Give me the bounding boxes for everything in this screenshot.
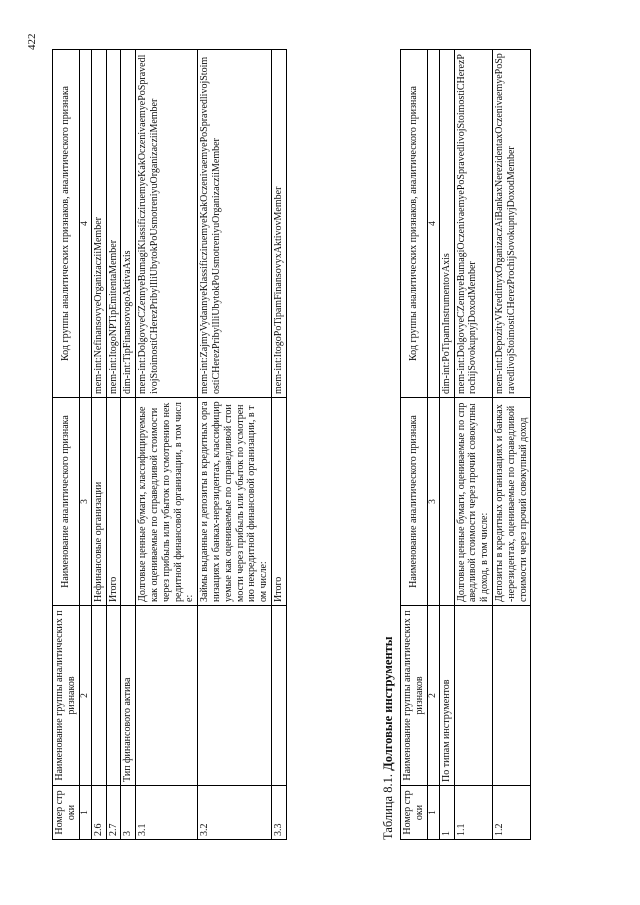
header-cell: Номер строки [53, 786, 80, 840]
debt-instruments-table [400, 49, 531, 840]
header-cell: Код группы аналитических признаков, аналитического признака [401, 50, 428, 398]
row-number: 3.1 [136, 786, 198, 840]
column-number: 3 [427, 398, 439, 606]
row-number: 1.1 [454, 786, 492, 840]
table-row [106, 50, 121, 840]
table-row [492, 50, 530, 840]
feature-code: mem-int:ZajmyVydannyeKlassificziruemyeKakOczenivaemyePoSpravedlivojStoimostiCHerezPribylIliUbytokPoUsmotreniyuOrganizacziiMember [198, 50, 272, 398]
feature-name: Депозиты в кредитных организациях и банках-нерезидентах, оцениваемые по справедливой стоимости через прочий совокупный доход [492, 398, 530, 606]
analytics-table-continued [52, 49, 287, 840]
group-name: Тип финансового актива [121, 606, 136, 786]
feature-name: Итого [271, 398, 286, 606]
group-name [91, 606, 106, 786]
row-number: 3 [121, 786, 136, 840]
column-number: 2 [427, 606, 439, 786]
table-row [271, 50, 286, 840]
feature-code: mem-int:DepozityVKreditnyxOrganizaczAiBankaxNerezidentaxOczenivaemyePoSpravedlivojStoimostiCHerezProchijSovokupnyjDoxodMember [492, 50, 530, 398]
table-header-row [53, 50, 80, 840]
table-row [136, 50, 198, 840]
feature-code: dim-int:PoTipamInstrumentovAxis [439, 50, 454, 398]
feature-name [121, 398, 136, 606]
header-cell: Наименование группы аналитических признаков [53, 606, 80, 786]
column-number-row [427, 50, 439, 840]
table-row [454, 50, 492, 840]
group-name [454, 606, 492, 786]
group-name [198, 606, 272, 786]
table-caption-prefix: Таблица 8.1. [381, 774, 395, 840]
group-name [136, 606, 198, 786]
table-caption [381, 636, 396, 840]
row-number: 1.2 [492, 786, 530, 840]
feature-code: mem-int:DolgovyeCZennyeBumagiOczenivaemyePoSpravedlivojStoimostiCHerezProchijSovokupnyjDoxodMember [454, 50, 492, 398]
group-name: По типам инструментов [439, 606, 454, 786]
row-number: 2.7 [106, 786, 121, 840]
feature-name: Долговые ценные бумаги, оцениваемые по справедливой стоимости через прочий совокупный доход, в том числе: [454, 398, 492, 606]
header-cell: Код группы аналитических признаков, аналитического признака [53, 50, 80, 398]
column-number: 1 [79, 786, 91, 840]
group-name [271, 606, 286, 786]
header-cell: Наименование группы аналитических признаков [401, 606, 428, 786]
feature-name [439, 398, 454, 606]
feature-name: Итого [106, 398, 121, 606]
table-row [121, 50, 136, 840]
row-number: 1 [439, 786, 454, 840]
row-number: 3.2 [198, 786, 272, 840]
group-name [492, 606, 530, 786]
row-number: 2.6 [91, 786, 106, 840]
feature-name: Займы выданные и депозиты в кредитных организациях и банках-нерезидентах, классифицируемые как оцениваемые по справедливой стоимости через прибыль или убыток по усмотрению некредитной финансовой организации, в том числе: [198, 398, 272, 606]
group-name [106, 606, 121, 786]
table-row [439, 50, 454, 840]
feature-name: Долговые ценные бумаги, классифицируемые как оцениваемые по справедливой стоимости через прибыль или убыток по усмотрению некредитной финансовой организации, в том числе: [136, 398, 198, 606]
feature-name: Нефинансовые организации [91, 398, 106, 606]
row-number: 3.3 [271, 786, 286, 840]
header-cell: Номер строки [401, 786, 428, 840]
table-header-row [401, 50, 428, 840]
table-row [198, 50, 272, 840]
feature-code: dim-int:TipFinansovogoAktivaAxis [121, 50, 136, 398]
feature-code: mem-int:NefinansovyeOrganizacziiMember [91, 50, 106, 398]
header-cell: Наименование аналитического признака [53, 398, 80, 606]
feature-code: mem-int:ItogoPoTipamFinansovyxAktivovMember [271, 50, 286, 398]
table-caption-title: Долговые инструменты [381, 636, 395, 771]
column-number-row [79, 50, 91, 840]
feature-code: mem-int:DolgovyeCZennyeBumagiKlassificziruemyeKakOczenivaemyePoSpravedlivojStoimostiCHerezPribylIliUbytokPoUsmotreniyuOrganizacziiMember [136, 50, 198, 398]
column-number: 4 [427, 50, 439, 398]
page-number: 422 [26, 33, 38, 50]
column-number: 4 [79, 50, 91, 398]
header-cell: Наименование аналитического признака [401, 398, 428, 606]
feature-code: mem-int:ItogoNPTipEmitentaMember [106, 50, 121, 398]
table-row [91, 50, 106, 840]
column-number: 3 [79, 398, 91, 606]
column-number: 2 [79, 606, 91, 786]
column-number: 1 [427, 786, 439, 840]
